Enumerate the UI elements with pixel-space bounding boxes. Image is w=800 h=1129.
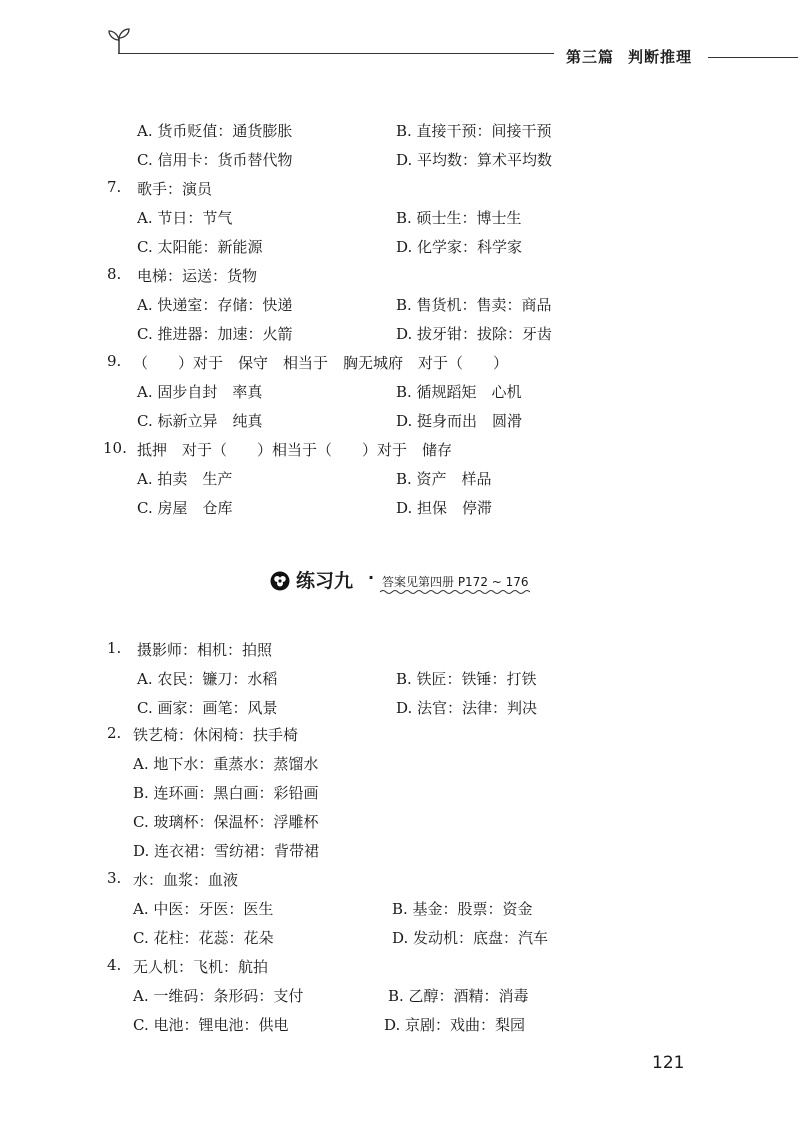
option-a: A. 快递室：存储：快递 <box>137 296 293 314</box>
sprout-icon <box>106 26 132 56</box>
option-c: C. 标新立异 纯真 <box>137 412 263 430</box>
option-d: D. 法官：法律：判决 <box>396 699 538 717</box>
option-d: D. 担保 停滞 <box>396 499 493 517</box>
option-c: C. 画家：画笔：风景 <box>137 699 278 717</box>
header-part: 第三篇 <box>566 48 615 66</box>
section-separator: · <box>368 568 375 587</box>
question-stem: 电梯：运送：货物 <box>137 267 258 285</box>
option-a: A. 拍卖 生产 <box>137 470 233 488</box>
option-b: B. 硕士生：博士生 <box>396 209 522 227</box>
question-number: 7. <box>107 178 122 196</box>
section-title: 练习九 <box>296 570 354 592</box>
option-d: D. 京剧：戏曲：梨园 <box>384 1016 526 1034</box>
option-b: B. 基金：股票：资金 <box>392 900 533 918</box>
option-d: D. 连衣裙：雪纺裙：背带裙 <box>133 842 320 860</box>
running-header <box>566 46 692 67</box>
option-c: C. 太阳能：新能源 <box>137 238 263 256</box>
question-stem: 水：血浆：血液 <box>133 871 239 889</box>
option-a: A. 固步自封 率真 <box>137 383 263 401</box>
option-a: A. 一维码：条形码：支付 <box>133 987 304 1005</box>
answer-reference: 答案见第四册 P172 ~ 176 <box>382 575 529 589</box>
option-a: A. 地下水：重蒸水：蒸馏水 <box>133 755 319 773</box>
option-b: B. 连环画：黑白画：彩铅画 <box>133 784 319 802</box>
question-number: 10. <box>103 439 127 457</box>
option-b: B. 直接干预：间接干预 <box>396 122 552 140</box>
option-b: B. 循规蹈矩 心机 <box>396 383 522 401</box>
question-number: 4. <box>107 956 122 974</box>
question-stem: 无人机：飞机：航拍 <box>133 958 269 976</box>
question-stem: 摄影师：相机：拍照 <box>137 641 273 659</box>
option-b: B. 售货机：售卖：商品 <box>396 296 552 314</box>
option-c: C. 房屋 仓库 <box>137 499 233 517</box>
option-c: C. 玻璃杯：保温杯：浮雕杯 <box>133 813 319 831</box>
question-stem: 歌手：演员 <box>137 180 213 198</box>
option-d: D. 挺身而出 圆滑 <box>396 412 523 430</box>
option-b: B. 铁匠：铁锤：打铁 <box>396 670 537 688</box>
option-c: C. 花柱：花蕊：花朵 <box>133 929 274 947</box>
header-chapter: 判断推理 <box>628 48 693 66</box>
option-d: D. 化学家：科学家 <box>396 238 523 256</box>
header-rule-left <box>118 53 554 54</box>
question-stem: 铁艺椅：休闲椅：扶手椅 <box>133 726 299 744</box>
question-stem: （ ）对于 保守 相当于 胸无城府 对于（ ） <box>133 354 509 372</box>
header-rule-right <box>708 57 798 58</box>
question-number: 2. <box>107 724 122 742</box>
question-number: 8. <box>107 265 122 283</box>
option-c: C. 推进器：加速：火箭 <box>137 325 293 343</box>
option-b: B. 乙醇：酒精：消毒 <box>388 987 529 1005</box>
option-a: A. 中医：牙医：医生 <box>133 900 274 918</box>
option-d: D. 拔牙钳：拔除：牙齿 <box>396 325 553 343</box>
question-number: 1. <box>107 639 122 657</box>
wavy-underline <box>380 589 530 595</box>
option-c: C. 信用卡：货币替代物 <box>137 151 293 169</box>
option-d: D. 平均数：算术平均数 <box>396 151 553 169</box>
clover-icon <box>270 571 290 591</box>
question-number: 3. <box>107 869 122 887</box>
option-c: C. 电池：锂电池：供电 <box>133 1016 289 1034</box>
option-a: A. 农民：镰刀：水稻 <box>137 670 278 688</box>
option-d: D. 发动机：底盘：汽车 <box>392 929 549 947</box>
question-number: 9. <box>107 352 122 370</box>
option-a: A. 货币贬值：通货膨胀 <box>137 122 293 140</box>
page-number: 121 <box>652 1053 685 1073</box>
option-a: A. 节日：节气 <box>137 209 233 227</box>
question-stem: 抵押 对于（ ）相当于（ ）对于 储存 <box>137 441 453 459</box>
option-b: B. 资产 样品 <box>396 470 492 488</box>
